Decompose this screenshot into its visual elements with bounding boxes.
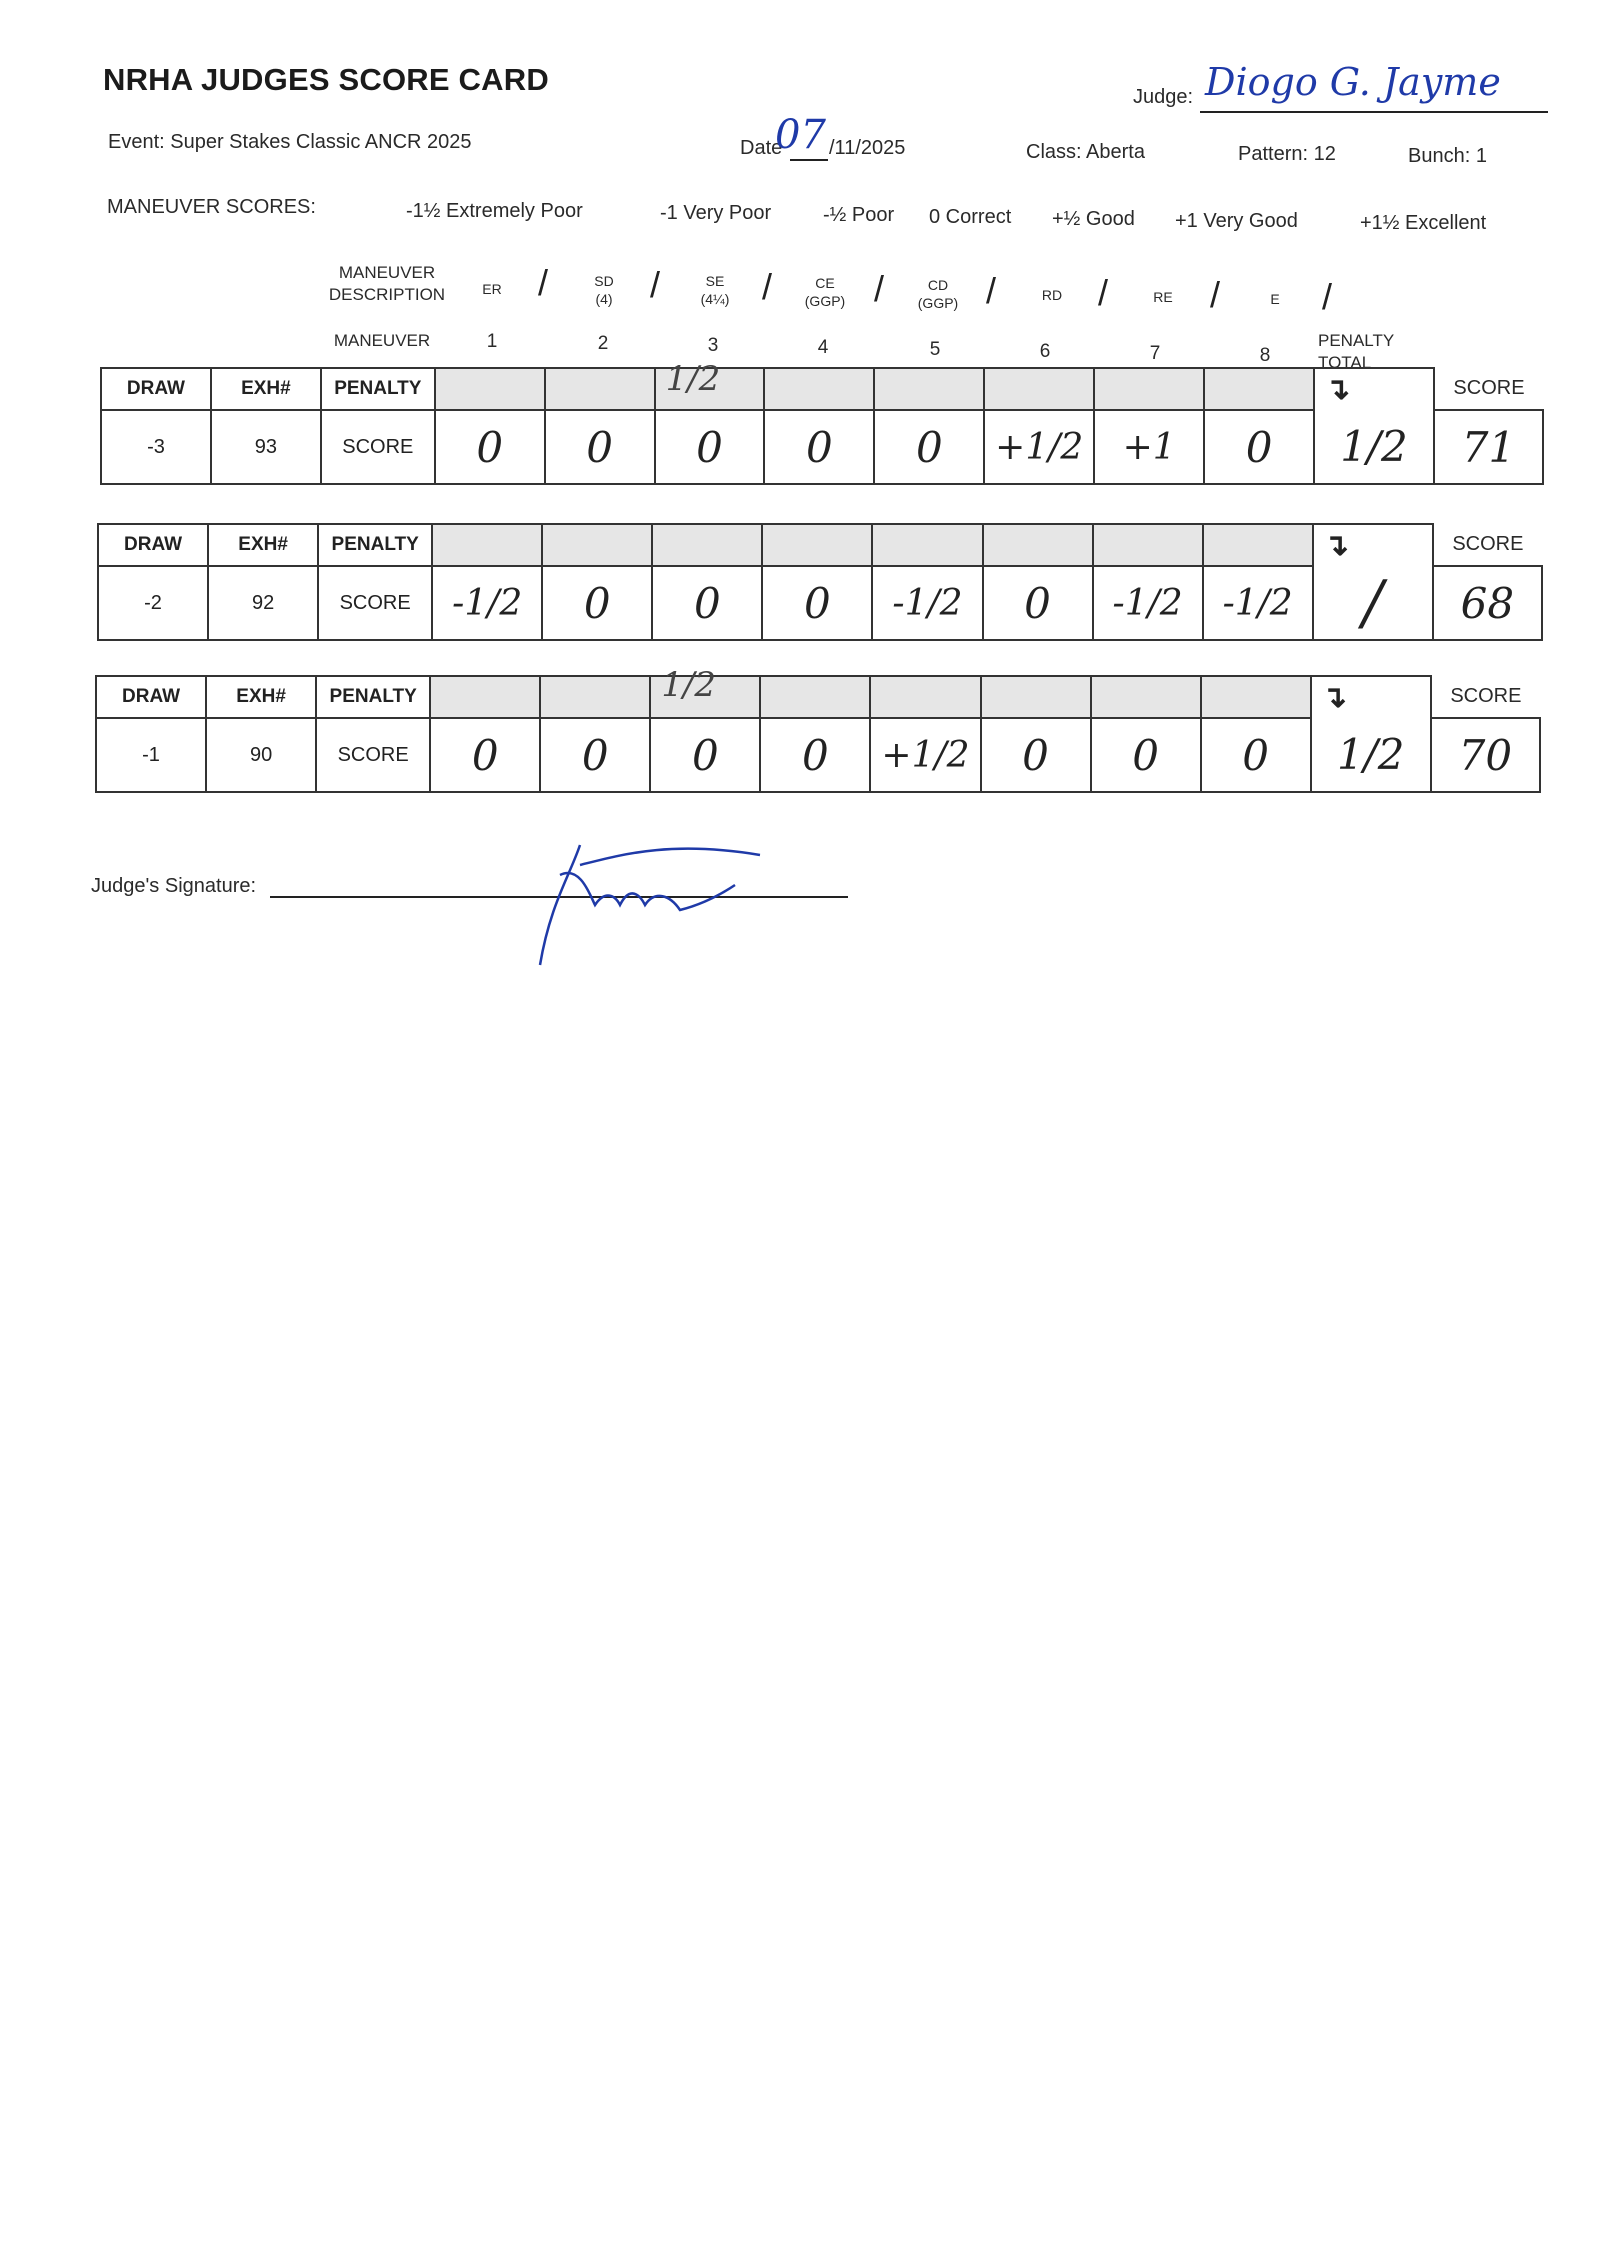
penalty-cell[interactable] — [870, 676, 980, 718]
slash-divider: / — [986, 270, 997, 311]
event-label: Event: Super Stakes Classic ANCR 2025 — [108, 131, 472, 153]
exh-value: 90 — [206, 718, 316, 792]
scale-item: +1 Very Good — [1175, 210, 1298, 232]
penalty-note: 1/2 — [665, 359, 721, 399]
maneuver-score[interactable]: 0 — [1201, 718, 1311, 792]
final-score[interactable]: 68 — [1433, 566, 1542, 640]
penalty-header: PENALTY — [318, 524, 432, 566]
penalty-cell[interactable] — [540, 676, 650, 718]
penalty-total-value[interactable]: 1/2 — [1311, 718, 1431, 792]
maneuver-score[interactable]: 0 — [650, 718, 760, 792]
score-row-label: SCORE — [318, 566, 432, 640]
scale-item: -1 Very Poor — [660, 202, 772, 224]
maneuver-score[interactable]: 0 — [1204, 410, 1314, 484]
draw-header: DRAW — [96, 676, 206, 718]
maneuver-num-label: MANEUVER — [333, 331, 431, 350]
arrow-cell: ↴ — [1314, 368, 1434, 410]
bunch-label: Bunch: 1 — [1408, 145, 1487, 167]
arrow-cell: ↴ — [1313, 524, 1433, 566]
draw-header: DRAW — [101, 368, 211, 410]
scale-item: 0 Correct — [929, 206, 1012, 228]
scale-item: -½ Poor — [823, 204, 895, 226]
draw-value: -1 — [96, 718, 206, 792]
penalty-cell[interactable] — [1093, 524, 1203, 566]
maneuver-score[interactable]: 0 — [1091, 718, 1201, 792]
judge-label: Judge: — [1133, 86, 1194, 108]
maneuver-code: SD (4) — [594, 273, 614, 307]
date-day: 07 — [775, 112, 826, 158]
penalty-cell[interactable] — [435, 368, 545, 410]
scale-label: MANEUVER SCORES: — [107, 196, 316, 218]
maneuver-score[interactable]: 0 — [652, 566, 762, 640]
maneuver-number: 4 — [817, 337, 829, 358]
exh-value: 92 — [208, 566, 318, 640]
date-rest: /11/2025 — [829, 137, 906, 159]
slash-divider: / — [650, 264, 661, 305]
maneuver-code: CE (GGP) — [804, 275, 846, 309]
score-table — [95, 665, 1541, 793]
maneuver-score[interactable]: 0 — [435, 410, 545, 484]
maneuver-score[interactable]: 0 — [655, 410, 765, 484]
score-col-header: SCORE — [1434, 368, 1543, 410]
card-title: NRHA JUDGES SCORE CARD — [103, 62, 549, 97]
score-row-label: SCORE — [321, 410, 435, 484]
draw-header: DRAW — [98, 524, 208, 566]
score-row-label: SCORE — [316, 718, 430, 792]
penalty-cell[interactable] — [650, 665, 760, 718]
penalty-cell[interactable] — [1203, 524, 1313, 566]
maneuver-score[interactable]: -1/2 — [1093, 566, 1203, 640]
signature-label: Judge's Signature: — [91, 875, 257, 897]
maneuver-score[interactable]: -1/2 — [872, 566, 982, 640]
penalty-cell[interactable] — [874, 368, 984, 410]
maneuver-number: 1 — [486, 331, 498, 352]
penalty-cell[interactable] — [1094, 368, 1204, 410]
penalty-cell[interactable] — [984, 368, 1094, 410]
penalty-cell[interactable] — [542, 524, 652, 566]
penalty-cell[interactable] — [432, 524, 542, 566]
score-col-header: SCORE — [1431, 676, 1540, 718]
penalty-cell[interactable] — [1204, 368, 1314, 410]
maneuver-score[interactable]: +1/2 — [870, 718, 980, 792]
arrow-cell: ↴ — [1311, 676, 1431, 718]
maneuver-number: 3 — [707, 335, 719, 356]
penalty-cell[interactable] — [545, 368, 655, 410]
maneuver-score[interactable]: 0 — [981, 718, 1091, 792]
maneuver-score[interactable]: -1/2 — [1203, 566, 1313, 640]
maneuver-code: E — [1270, 291, 1280, 307]
maneuver-code: RE — [1153, 289, 1173, 305]
exh-header: EXH# — [206, 676, 316, 718]
maneuver-score[interactable]: 0 — [760, 718, 870, 792]
penalty-header: PENALTY — [321, 368, 435, 410]
maneuver-number: 5 — [929, 339, 941, 360]
maneuver-number: 6 — [1039, 341, 1051, 362]
maneuver-score[interactable]: 0 — [874, 410, 984, 484]
maneuver-number: 2 — [597, 333, 609, 354]
penalty-cell[interactable] — [764, 368, 874, 410]
maneuver-score[interactable]: 0 — [764, 410, 874, 484]
maneuver-code: RD — [1041, 287, 1063, 303]
draw-value: -2 — [98, 566, 208, 640]
maneuver-score[interactable]: 0 — [545, 410, 655, 484]
penalty-cell[interactable] — [652, 524, 762, 566]
slash-divider: / — [1210, 274, 1221, 315]
penalty-header: PENALTY — [316, 676, 430, 718]
penalty-cell[interactable] — [1091, 676, 1201, 718]
scale-item: +½ Good — [1052, 208, 1135, 230]
penalty-cell[interactable] — [655, 359, 765, 410]
signature-scribble — [520, 835, 770, 975]
maneuver-score[interactable]: 0 — [430, 718, 540, 792]
penalty-cell[interactable] — [981, 676, 1091, 718]
draw-value: -3 — [101, 410, 211, 484]
scale-item: -1½ Extremely Poor — [406, 200, 583, 222]
maneuver-number: 8 — [1259, 345, 1271, 366]
maneuver-number: 7 — [1149, 343, 1161, 364]
maneuver-score[interactable]: 0 — [762, 566, 872, 640]
penalty-note: 1/2 — [661, 665, 717, 705]
slash-divider: / — [1098, 272, 1109, 313]
exh-header: EXH# — [208, 524, 318, 566]
final-score[interactable]: 70 — [1431, 718, 1540, 792]
penalty-total-label: PENALTY TOTAL — [1318, 331, 1395, 372]
slash-divider: / — [762, 266, 773, 307]
score-table — [100, 359, 1544, 485]
judge-name: Diogo G. Jayme — [1205, 60, 1501, 104]
judge-underline — [1200, 111, 1548, 113]
maneuver-code: SE (4¼) — [700, 273, 730, 307]
maneuver-score[interactable]: 0 — [983, 566, 1093, 640]
exh-value: 93 — [211, 410, 321, 484]
score-table — [97, 523, 1543, 641]
penalty-cell[interactable] — [983, 524, 1093, 566]
maneuver-code: CD (GGP) — [917, 277, 959, 311]
score-col-header: SCORE — [1433, 524, 1542, 566]
penalty-total-value[interactable]: 1/2 — [1314, 410, 1434, 484]
penalty-cell[interactable] — [872, 524, 982, 566]
slash-divider: / — [1322, 276, 1333, 317]
date-underline — [790, 159, 828, 161]
slash-divider: / — [874, 268, 885, 309]
pattern-label: Pattern: 12 — [1238, 143, 1336, 165]
maneuver-score[interactable]: +1 — [1094, 410, 1204, 484]
final-score[interactable]: 71 — [1434, 410, 1543, 484]
penalty-cell[interactable] — [1201, 676, 1311, 718]
maneuver-score[interactable]: 0 — [540, 718, 650, 792]
maneuver-score[interactable]: -1/2 — [432, 566, 542, 640]
class-label: Class: Aberta — [1026, 141, 1145, 163]
penalty-total-value[interactable]: / — [1313, 566, 1433, 640]
scale-item: +1½ Excellent — [1360, 212, 1487, 234]
maneuver-score[interactable]: 0 — [542, 566, 652, 640]
penalty-cell[interactable] — [430, 676, 540, 718]
date-label: Date — [740, 137, 783, 159]
maneuver-score[interactable]: +1/2 — [984, 410, 1094, 484]
exh-header: EXH# — [211, 368, 321, 410]
maneuver-code: ER — [482, 281, 502, 297]
penalty-cell[interactable] — [762, 524, 872, 566]
slash-divider: / — [538, 262, 549, 303]
maneuver-desc-label: MANEUVER DESCRIPTION — [328, 263, 446, 304]
penalty-cell[interactable] — [760, 676, 870, 718]
